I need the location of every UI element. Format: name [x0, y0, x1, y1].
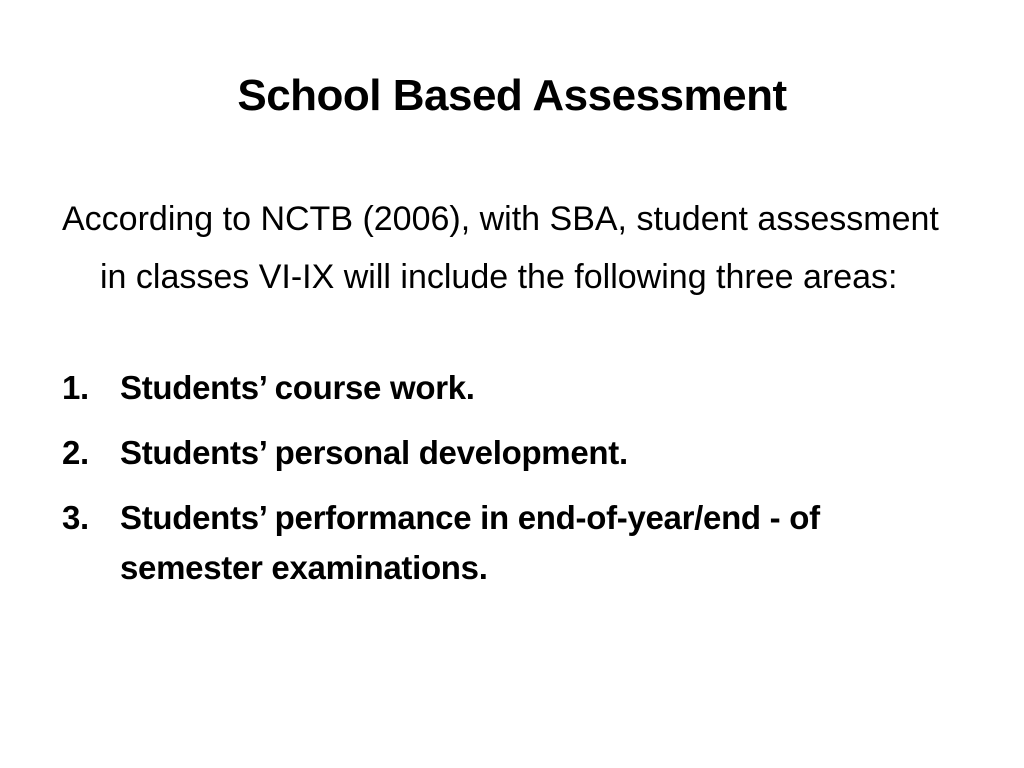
list-item-text: Students’ personal development. [120, 434, 628, 471]
list-item [62, 428, 962, 478]
list-item-text: Students’ performance in end-of-year/end - of semester examinations. [120, 499, 820, 586]
list-item-text: Students’ course work. [120, 369, 475, 406]
list-item-number: 2. [62, 434, 89, 471]
numbered-list [62, 363, 962, 608]
list-item-number: 3. [62, 499, 89, 536]
slide-title: School Based Assessment [237, 71, 787, 120]
list-item [62, 493, 962, 593]
list-item [62, 363, 962, 413]
intro-paragraph: According to NCTB (2006), with SBA, student assessment in classes VI-IX will include the following three areas: [62, 200, 939, 296]
list-item-number: 1. [62, 369, 89, 406]
